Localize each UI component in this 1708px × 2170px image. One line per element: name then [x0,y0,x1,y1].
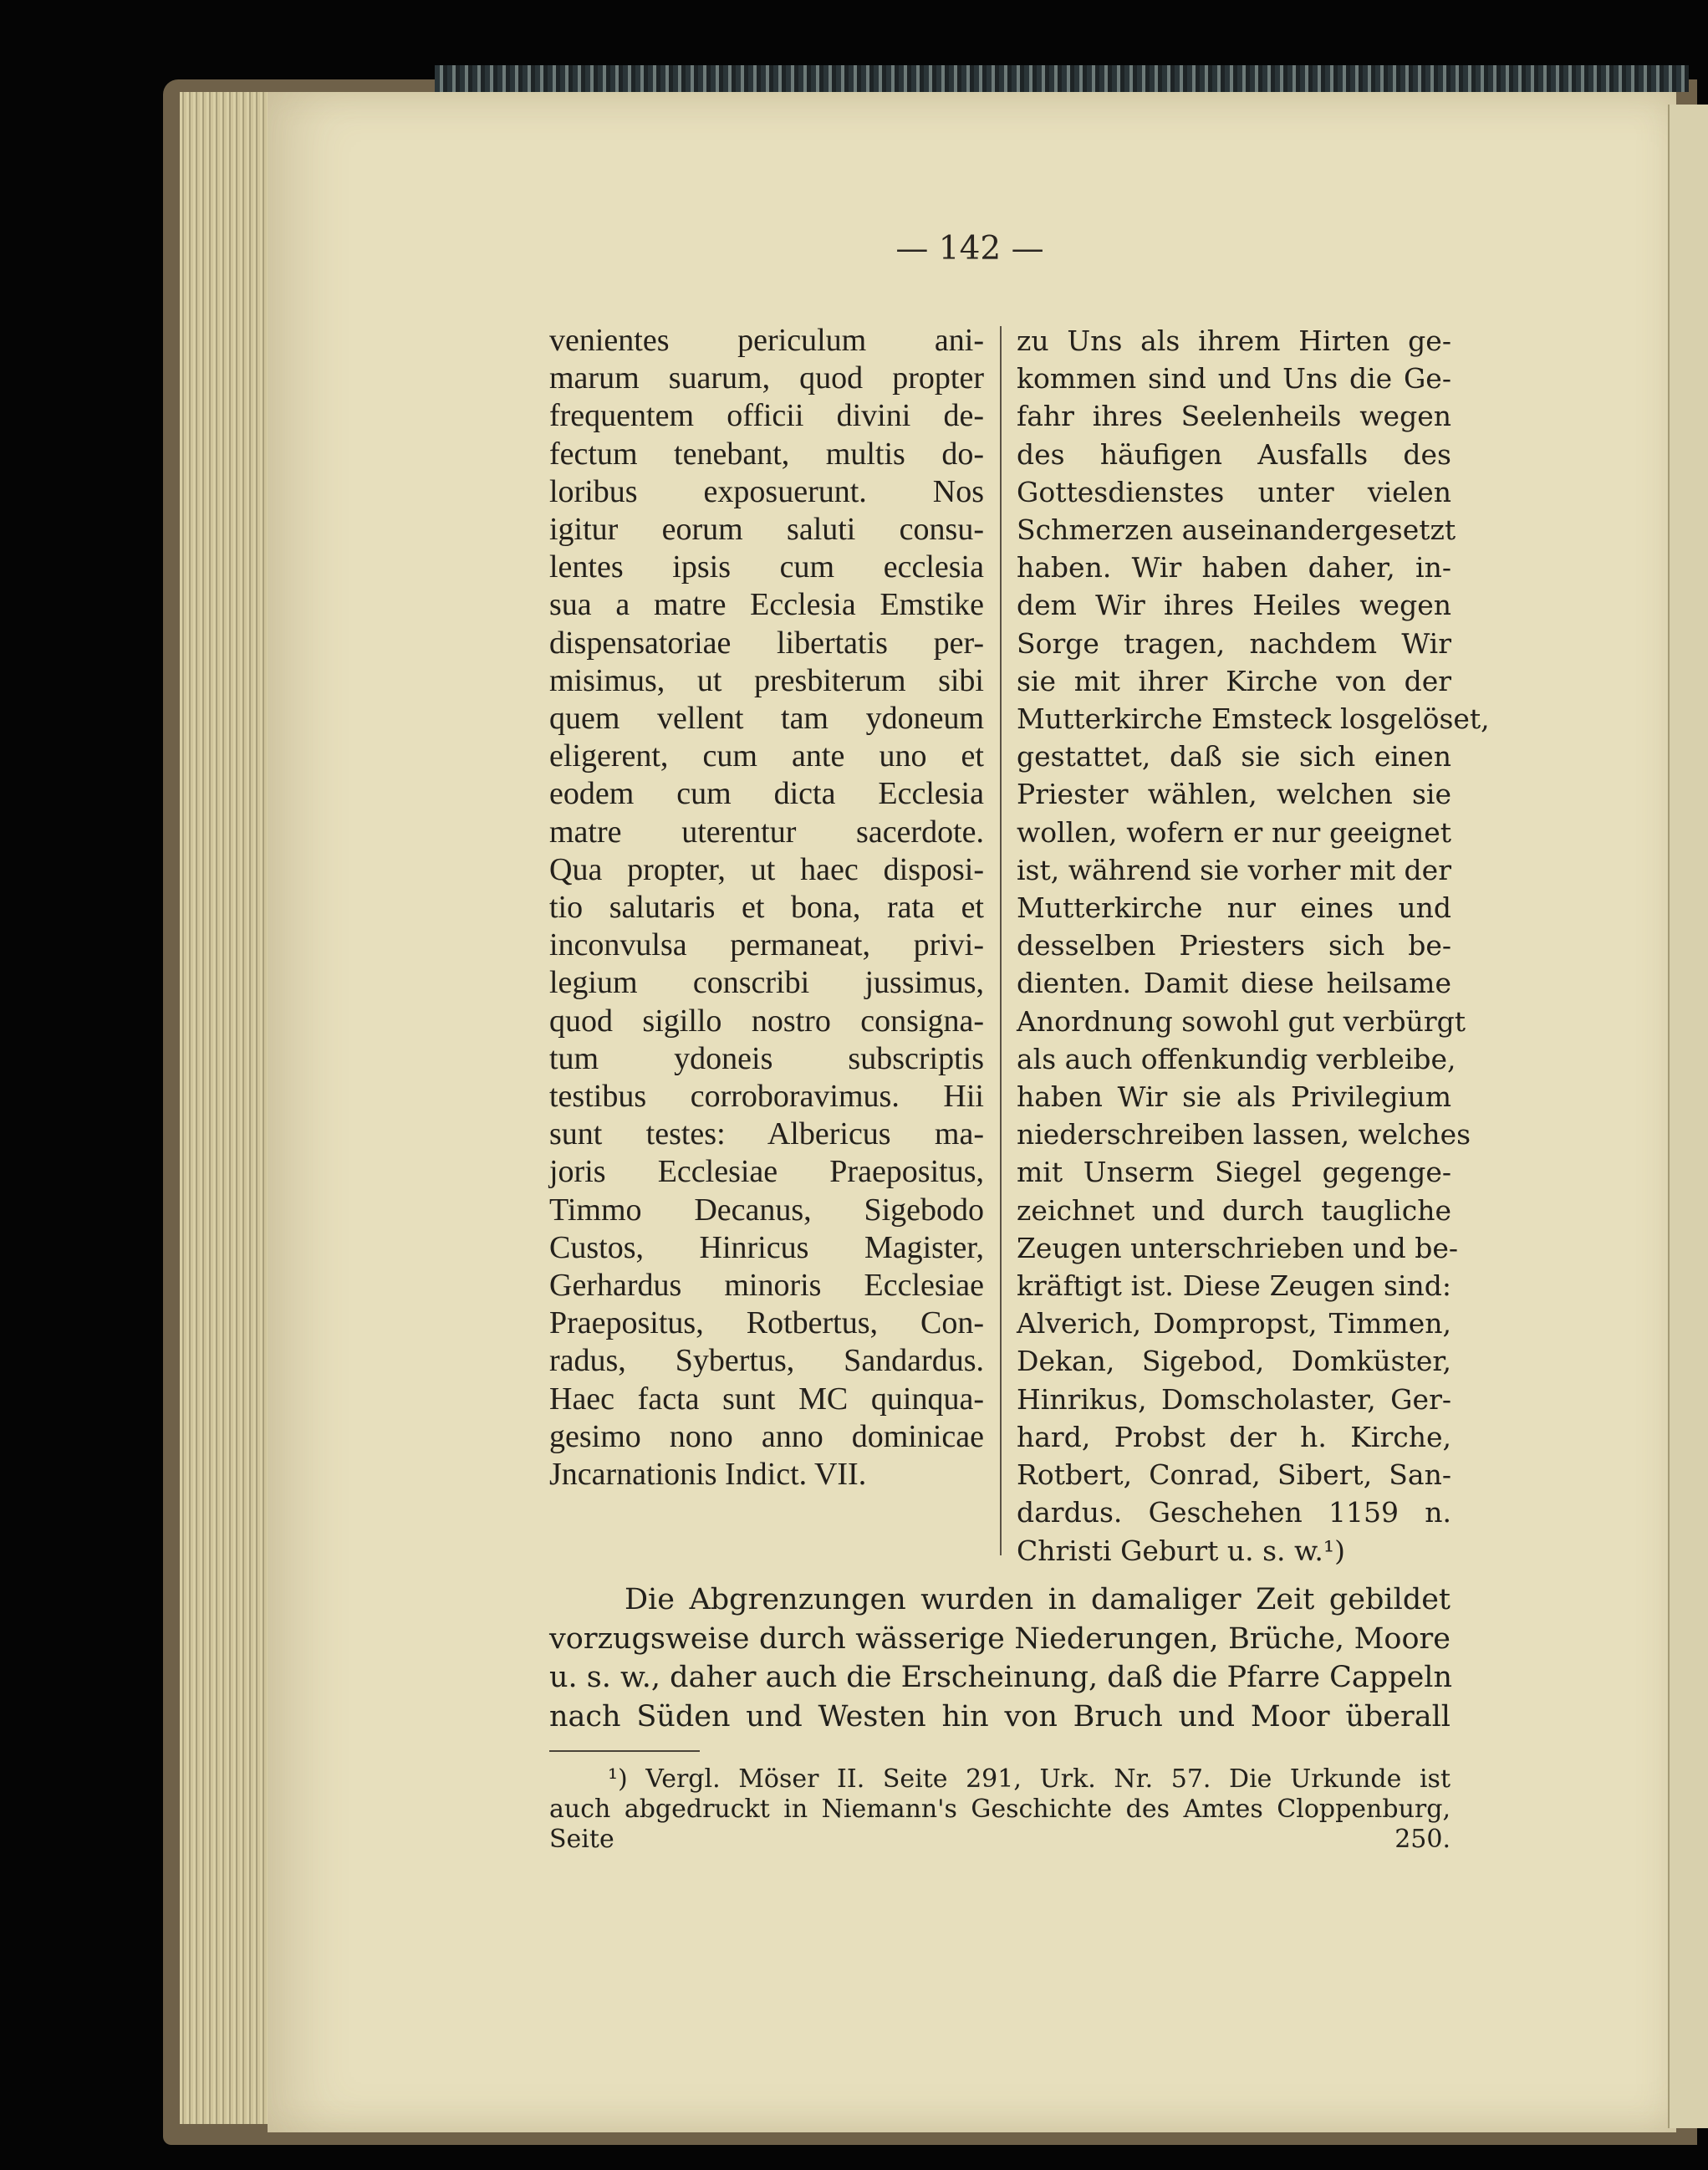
latin-text-line: Gerhardus minoris Ecclesiae [549,1268,984,1304]
german-text-line: Hinrikus, Domscholaster, Ger- [1017,1382,1451,1416]
german-text-line: dem Wir ihres Heiles wegen [1017,589,1451,622]
paragraph-line: vorzugsweise durch wässerige Niederungen, Brüche, Moore [549,1621,1451,1656]
german-text-line: des häufigen Ausfalls des [1017,437,1451,471]
german-text-line: Alverich, Dompropst, Timmen, [1017,1307,1451,1340]
latin-text-line: legium conscribi jussimus, [549,965,984,1001]
column-divider [1000,326,1002,1555]
facing-page-edge [1668,105,1708,2128]
german-text-line: wollen, wofern er nur geeignet [1017,815,1451,849]
german-text-line: Sorge tragen, nachdem Wir [1017,626,1451,660]
latin-text-line: lentes ipsis cum ecclesia [549,549,984,585]
latin-text-line: frequentem officii divini de- [549,398,984,434]
latin-text-line: venientes periculum ani- [549,323,984,358]
latin-text-line: tio salutaris et bona, rata et [549,890,984,926]
latin-column [549,322,984,1493]
german-text-line: Gottesdienstes unter vielen [1017,475,1451,508]
german-text-line: fahr ihres Seelenheils wegen [1017,400,1451,433]
german-text-line: Zeugen unterschrieben und be- [1017,1231,1459,1264]
german-text-line: dienten. Damit diese heilsame [1017,967,1451,1000]
footnote-line: Seite 250. [549,1825,1451,1854]
german-text-line: kommen sind und Uns die Ge- [1017,362,1451,396]
german-text-line: zeichnet und durch taugliche [1017,1193,1451,1227]
latin-text-line: gesimo nono anno dominicae [549,1418,984,1454]
latin-text-line: inconvulsa permaneat, privi- [549,927,984,963]
latin-text-line: Qua propter, ut haec disposi- [549,851,984,887]
german-text-line: Mutterkirche Emsteck losgelöset, [1017,702,1490,736]
german-text-line: Rotbert, Conrad, Sibert, San- [1017,1458,1451,1492]
german-text-line: desselben Priesters sich be- [1017,929,1451,962]
body-paragraph [549,1580,1451,1736]
latin-text-line: radus, Sybertus, Sandardus. [549,1343,984,1379]
book-page-edges [180,92,272,2124]
latin-text-line: misimus, ut presbiterum sibi [549,662,984,698]
german-text-line: kräftigt ist. Diese Zeugen sind: [1017,1269,1451,1303]
latin-text-line: sua a matre Ecclesia Emstike [549,587,984,623]
latin-text-line: loribus exposuerunt. Nos [549,473,984,509]
latin-text-line: sunt testes: Albericus ma- [549,1116,984,1152]
latin-text-line: Custos, Hinricus Magister, [549,1229,984,1265]
latin-text-line: marum suarum, quod propter [549,360,984,396]
latin-text-line: dispensatoriae libertatis per- [549,625,984,661]
latin-text-line: Praepositus, Rotbertus, Con- [549,1305,984,1341]
german-text-line: dardus. Geschehen 1159 n. [1017,1496,1451,1529]
german-column [1017,322,1490,1570]
german-text-line: hard, Probst der h. Kirche, [1017,1420,1451,1453]
latin-text-line: igitur eorum saluti consu- [549,512,984,548]
latin-text-line: Jncarnationis Indict. VII. [549,1457,867,1493]
german-text-line: gestattet, daß sie sich einen [1017,740,1451,774]
german-text-line: mit Unserm Siegel gegenge- [1017,1156,1451,1189]
latin-text-line: tum ydoneis subscriptis [549,1040,984,1076]
footnote [549,1764,1451,1855]
latin-text-line: fectum tenebant, multis do- [549,436,984,472]
latin-text-line: Haec facta sunt MC quinqua- [549,1381,984,1417]
footnote-line: auch abgedruckt in Niemann's Geschichte des Amtes Cloppenburg, [549,1795,1451,1824]
latin-text-line: eligerent, cum ante uno et [549,738,984,774]
latin-text-line: Timmo Decanus, Sigebodo [549,1192,984,1228]
latin-text-line: matre uterentur sacerdote. [549,814,984,850]
latin-text-line: quem vellent tam ydoneum [549,701,984,737]
latin-text-line: quod sigillo nostro consigna- [549,1003,984,1039]
german-text-line: als auch offenkundig verbleibe, [1017,1042,1456,1075]
paragraph-line: nach Süden und Westen hin von Bruch und Moor überall [549,1699,1451,1733]
latin-text-line: joris Ecclesiae Praepositus, [549,1154,984,1190]
german-text-line: ist, während sie vorher mit der [1017,853,1451,886]
latin-text-line: eodem cum dicta Ecclesia [549,776,984,812]
latin-text-line: testibus corroboravimus. Hii [549,1079,984,1115]
german-text-line: Christi Geburt u. s. w.¹) [1017,1534,1345,1567]
german-text-line: Schmerzen auseinandergesetzt [1017,513,1456,547]
footnote-line: ¹) Vergl. Möser II. Seite 291, Urk. Nr. 57. Die Urkunde ist [608,1764,1451,1794]
paragraph-line: Die Abgrenzungen wurden in damaliger Zeit gebildet [625,1583,1451,1616]
paragraph-line: u. s. w., daher auch die Erscheinung, daß die Pfarre Cappeln [549,1661,1453,1694]
page-number: — 142 — [895,230,1044,268]
footnote-rule [549,1750,700,1752]
german-text-line: sie mit ihrer Kirche von der [1017,664,1451,697]
german-text-line: zu Uns als ihrem Hirten ge- [1017,324,1451,357]
german-text-line: haben Wir sie als Privilegium [1017,1080,1451,1114]
german-text-line: niederschreiben lassen, welches [1017,1118,1471,1151]
german-text-line: Anordnung sowohl gut verbürgt [1017,1004,1466,1038]
german-text-line: Dekan, Sigebod, Domküster, [1017,1345,1451,1378]
german-text-line: Priester wählen, welchen sie [1017,778,1451,811]
book-top-edge [435,65,1689,92]
german-text-line: haben. Wir haben daher, in- [1017,551,1451,585]
german-text-line: Mutterkirche nur eines und [1017,891,1451,925]
